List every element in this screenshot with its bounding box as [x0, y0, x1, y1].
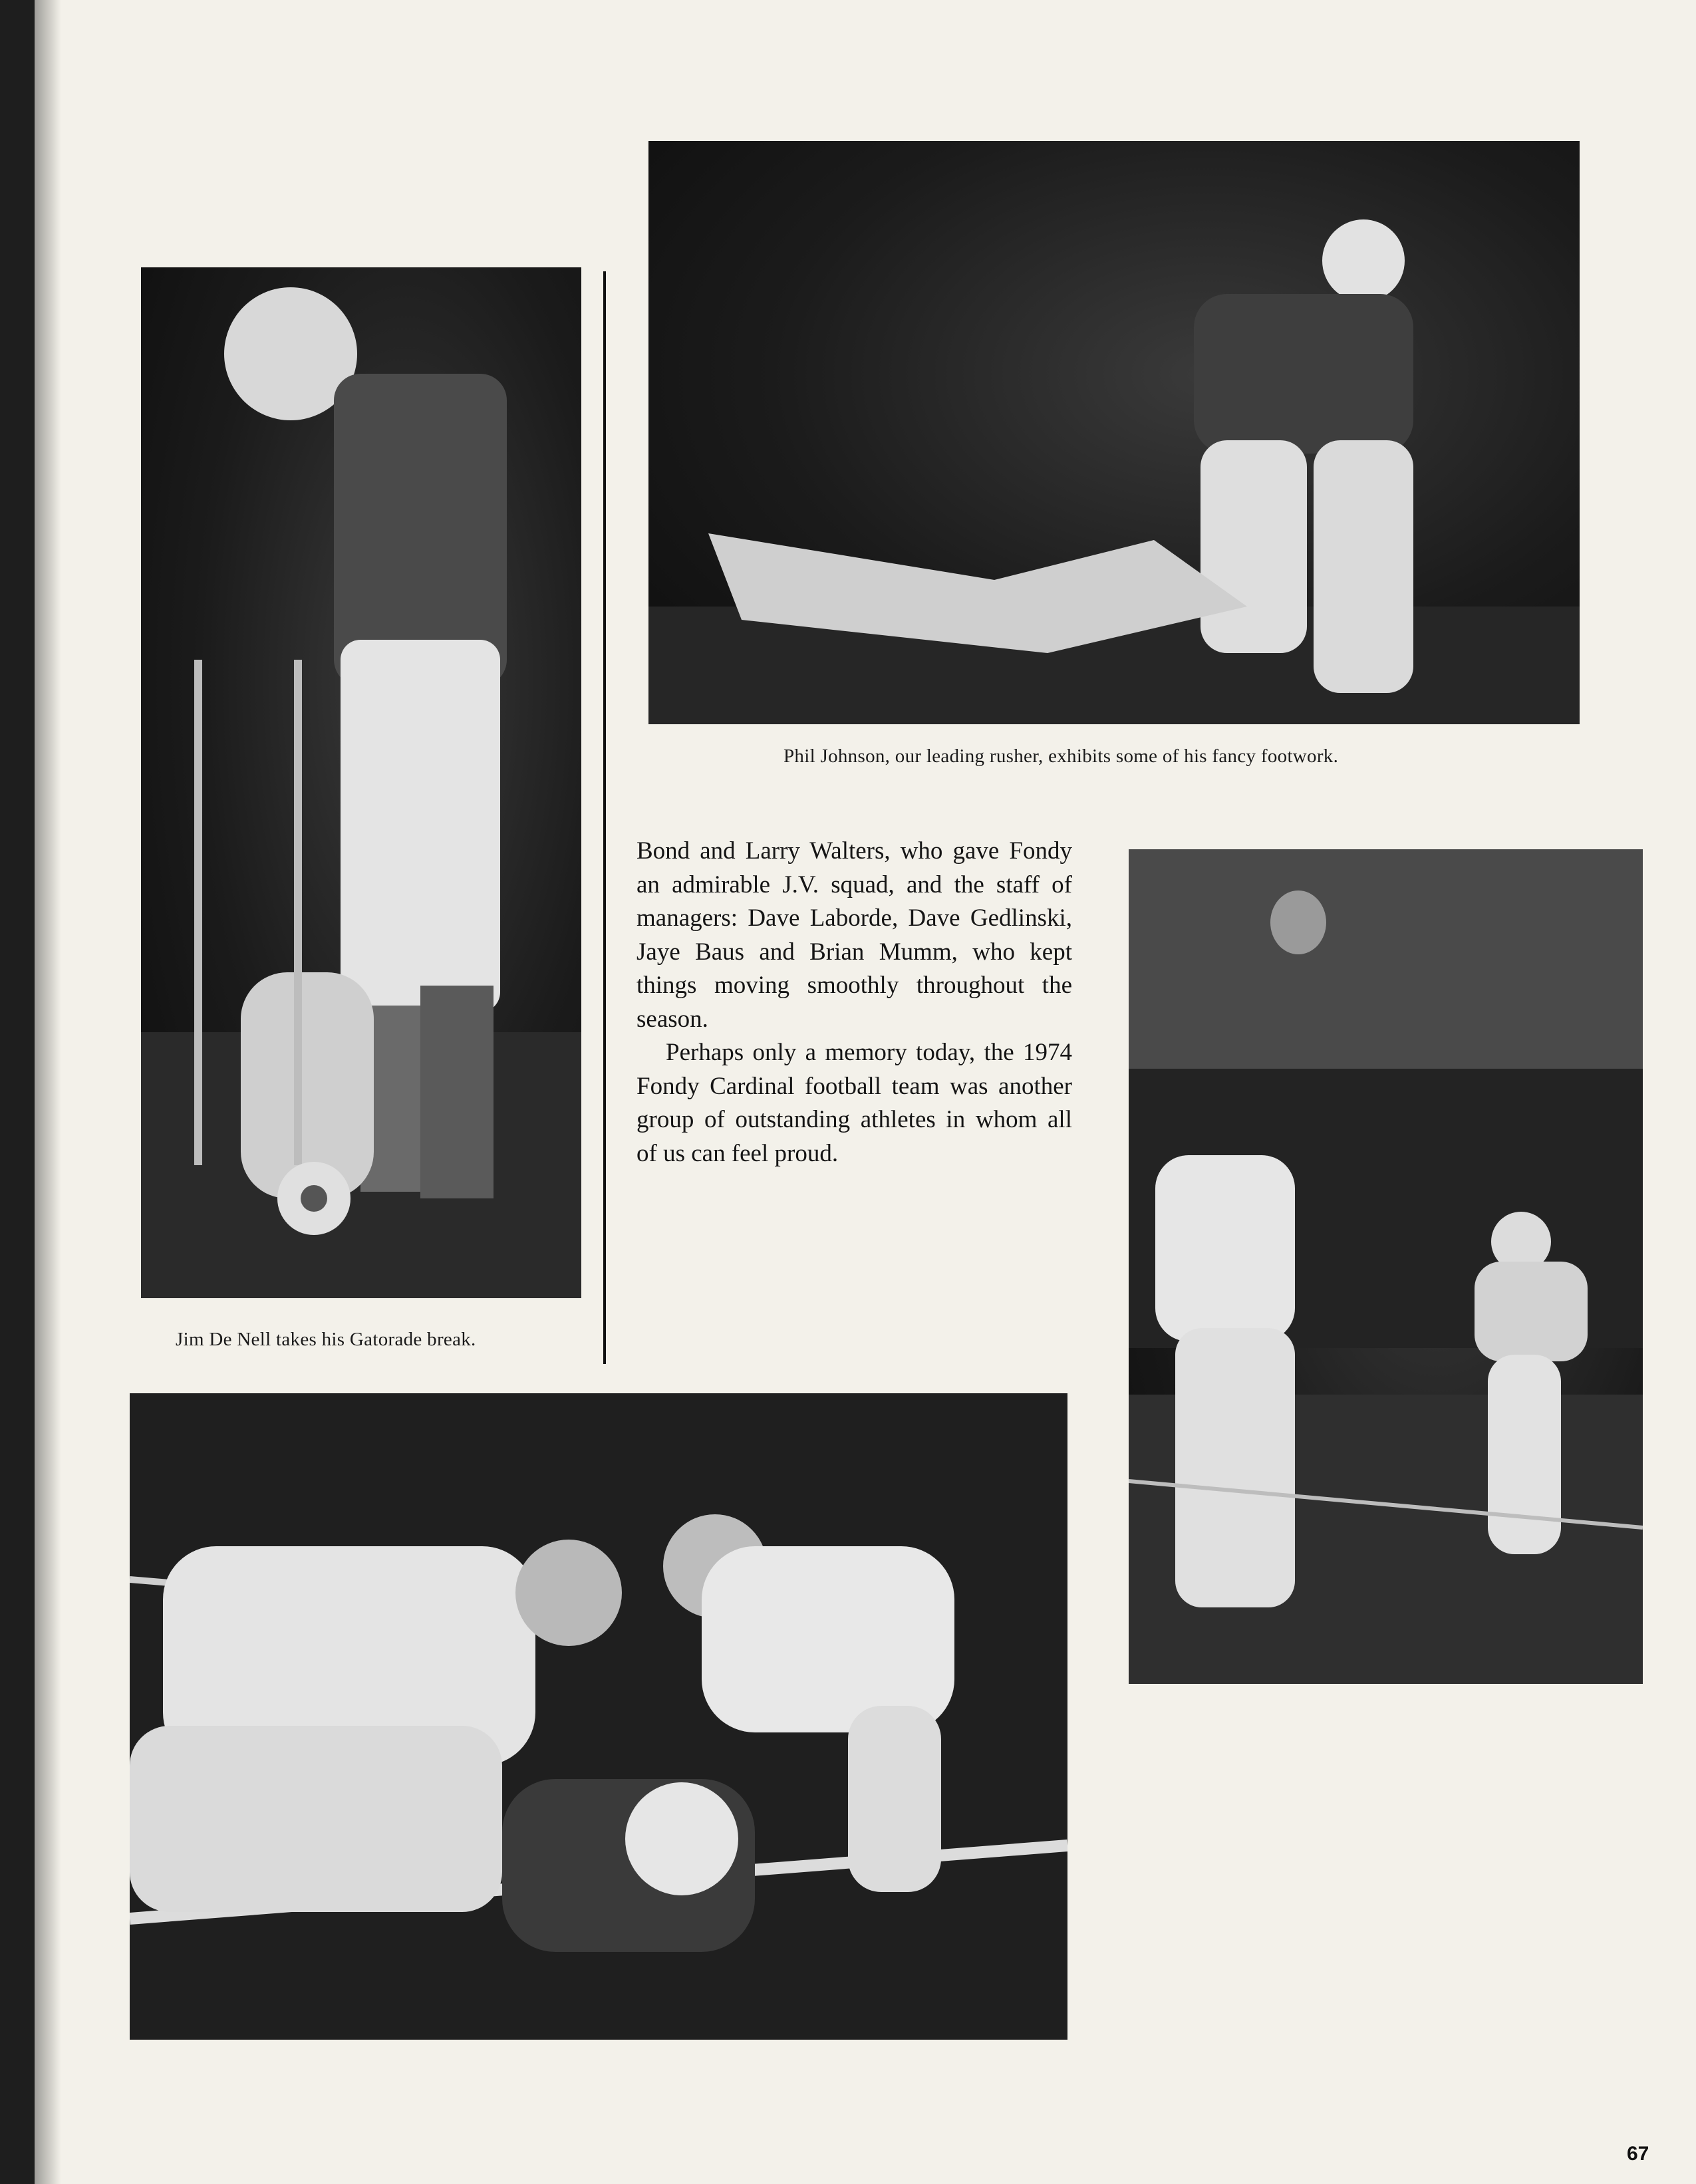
caption-leading-rusher: Phil Johnson, our leading rusher, exhibits some of his fancy footwork.	[783, 746, 1339, 767]
article-text	[636, 835, 1072, 1170]
article-paragraph-2: Perhaps only a memory today, the 1974 Fondy Cardinal football team was another group of outstanding athletes in whom all of us can feel proud.	[636, 1039, 1072, 1167]
page-number: 67	[1627, 2143, 1649, 2165]
article-paragraph-1: Bond and Larry Walters, who gave Fondy an admirable J.V. squad, and the staff of managers: Dave Laborde, Dave Gedlinski, Jaye Baus and Brian Mumm, who kept things moving smoothly throughout the season.	[636, 837, 1072, 1033]
column-divider-rule	[603, 271, 606, 1364]
photo-leading-rusher	[648, 141, 1580, 724]
page-binding-shadow	[35, 0, 61, 2184]
caption-gatorade-break: Jim De Nell takes his Gatorade break.	[176, 1329, 476, 1350]
photo-pileup-tackle	[130, 1393, 1067, 2040]
photo-kicker	[1129, 849, 1643, 1684]
photo-gatorade-break	[141, 267, 581, 1298]
